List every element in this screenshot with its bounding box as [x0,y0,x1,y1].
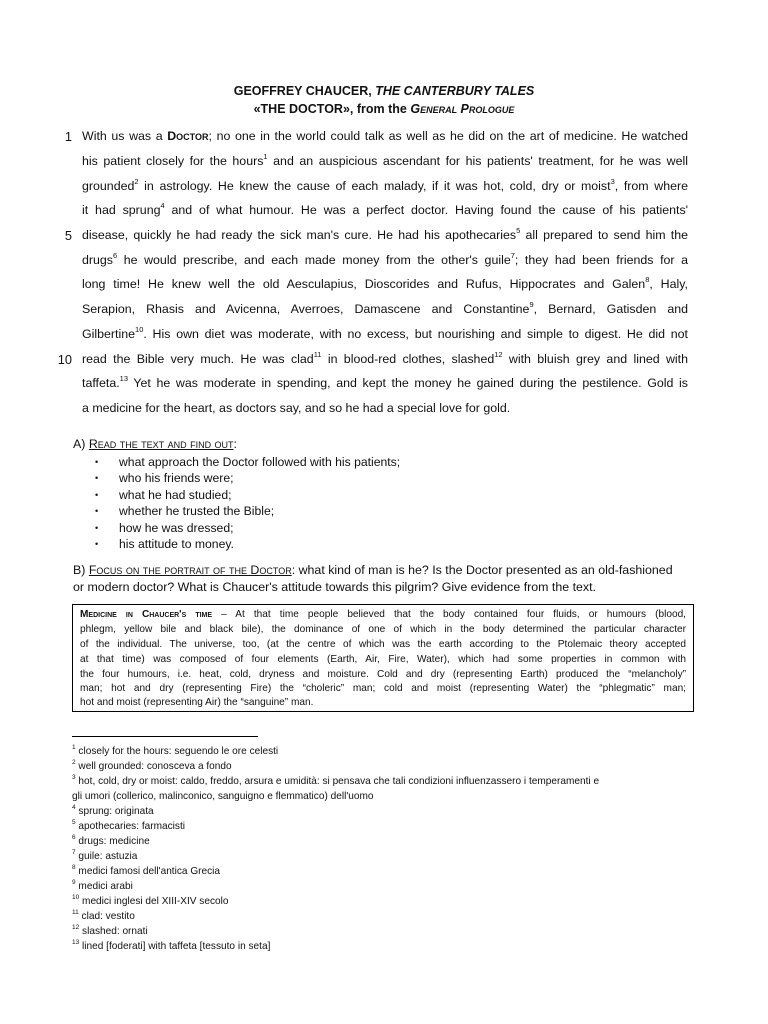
bullet-icon: • [95,473,99,484]
text-line: a medicine for the heart, as doctors say, and so he had a special love for gold. [82,401,511,415]
footnote: $^{13}$ lined [foderati] with taffeta [tessuto in seta] [72,939,271,952]
line-number: 10 [57,352,72,367]
footnote-ref: 7 [510,251,515,261]
footnote: $^{12}$ slashed: ornati [72,924,148,937]
footnote: $^1$ closely for the hours: seguendo le ore celesti [72,744,279,757]
box-line: man; hot and dry (representing Fire) the “choleric” man; cold and moist (representing Water) the “phlegmatic” man; [80,683,686,694]
text-line: Gilbertine$^{10}$. His own diet was moderate, with no excess, but nourishing and simple to digest. He did not [82,325,688,341]
footnote-ref: 9 [529,300,534,310]
bullet-icon: • [95,457,99,467]
footnote-ref: 11 [313,350,322,360]
list-item: • what approach the Doctor followed with his patients; [95,455,401,469]
footnote-ref: 4 [160,201,165,211]
footnote-ref: 3 [610,177,615,187]
section-b-heading: B) Focus on the portrait of the Doctor: what kind of man is he? Is the Doctor presented as an old-fashioned [73,563,673,577]
text-line: it had sprung$^4$ and of what humour. He was a perfect doctor. Having found the cause of his patients' [82,201,689,217]
text-line: grounded$^2$ in astrology. He knew the cause of each malady, if it was hot, cold, dry or moist$^3$, from where [82,177,688,193]
footnote: $^7$ guile: astuzia [72,849,138,862]
box-line: phlegm, yellow bile and black bile), the dominance of one of which in the body determined the particular character [80,624,686,635]
text-line: Serapion, Rhasis and Avicenna, Averroes, Damascene and Constantine$^9$, Bernard, Gatisden and [82,300,688,316]
bullet-icon: • [95,522,99,533]
footnote-separator [72,736,258,737]
work-title: THE CANTERBURY TALES [375,84,535,98]
excerpt-title: «THE DOCTOR», from the [253,102,407,116]
footnote: $^5$ apothecaries: farmacisti [72,819,186,832]
footnote: $^{10}$ medici inglesi del XIII-XIV secolo [72,894,229,907]
list-item: • who his friends were; [95,471,234,486]
text-line: drugs$^6$ he would prescribe, and each made money from the other's guile$^7$; they had been friends for a [82,251,688,267]
footnote: $^2$ well grounded: conosceva a fondo [72,759,232,772]
bullet-icon: • [95,489,99,500]
text-line: With us was a Doctor; no one in the world could talk as well as he did on the art of medicine. He watched [82,129,688,143]
text-line: taffeta.$^{13}$ Yet he was moderate in spending, and kept the money he gained during the pestilence. Gold is [82,374,688,390]
list-item: • what he had studied; [95,487,232,502]
list-item: • whether he trusted the Bible; [95,504,275,519]
bullet-icon: • [95,506,99,517]
list-item: • his attitude to money. [95,536,234,551]
text-line: long time! He knew well the old Aesculapius, Dioscorides and Rufus, Hippocrates and Galen$^8$, Haly, [82,275,688,291]
author-name: GEOFFREY CHAUCER, [233,84,372,98]
footnote: gli umori (collerico, malinconico, sanguigno e flemmatico) dell'uomo [72,791,374,802]
list-item: • how he was dressed; [95,520,234,535]
box-line: at that time) was composed of four elements (Earth, Air, Fire, Water), which had some properties in common with [80,654,686,665]
line-number: 1 [64,129,72,144]
document-subtitle [0,102,768,116]
footnote: $^8$ medici famosi dell'antica Grecia [72,864,221,877]
footnote-ref: 8 [645,275,650,285]
footnote-ref: 12 [494,350,503,360]
text-line: disease, quickly he had ready the sick man's cure. He had his apothecaries$^5$ all prepared to send him the [82,226,688,242]
footnote: $^4$ sprung: originata [72,804,154,817]
source-title: General Prologue [410,102,515,116]
footnote-ref: 13 [119,374,129,384]
footnote: $^9$ medici arabi [72,879,133,892]
text-line: his patient closely for the hours$^1$ and an auspicious ascendant for his patients' treatment, for he was well [82,152,688,168]
bullet-icon: • [95,538,99,549]
box-heading: Medicine in Chaucer's time [80,609,213,620]
section-a-heading: A) Read the text and find out: [73,437,237,451]
box-line: Medicine in Chaucer's time – At that time people believed that the body contained four fluids, or humours (blood, [80,609,686,620]
footnote-ref: 2 [134,177,139,187]
document-title [0,84,768,98]
footnote-ref: 5 [516,226,521,236]
footnote-ref: 1 [263,152,268,162]
box-line: the four humours, i.e. heat, cold, dryness and moisture. Cold and dry (representing Earth) produced the “melancholy” [80,669,686,680]
line-number: 5 [64,228,72,243]
text-line: read the Bible very much. He was clad$^{11}$ in blood-red clothes, slashed$^{12}$ with bluish grey and lined with [82,350,688,366]
footnote-ref: 10 [135,325,144,335]
footnote: $^6$ drugs: medicine [72,834,150,847]
footnote-ref: 6 [113,251,118,261]
footnote: $^{11}$ clad: vestito [72,909,135,922]
footnote: $^3$ hot, cold, dry or moist: caldo, freddo, arsura e umidità: si pensava che tali condizioni influenzassero i temperamenti e [72,774,600,787]
section-b-text: or modern doctor? What is Chaucer's attitude towards this pilgrim? Give evidence from the text. [73,580,597,594]
box-line: hot and moist (representing Air) the “sanguine” man. [80,697,314,708]
question-list [95,454,400,552]
box-line: of the individual. The universe, too, (at the centre of which was the earth according to the Ptolemaic theory accepted [80,639,686,650]
